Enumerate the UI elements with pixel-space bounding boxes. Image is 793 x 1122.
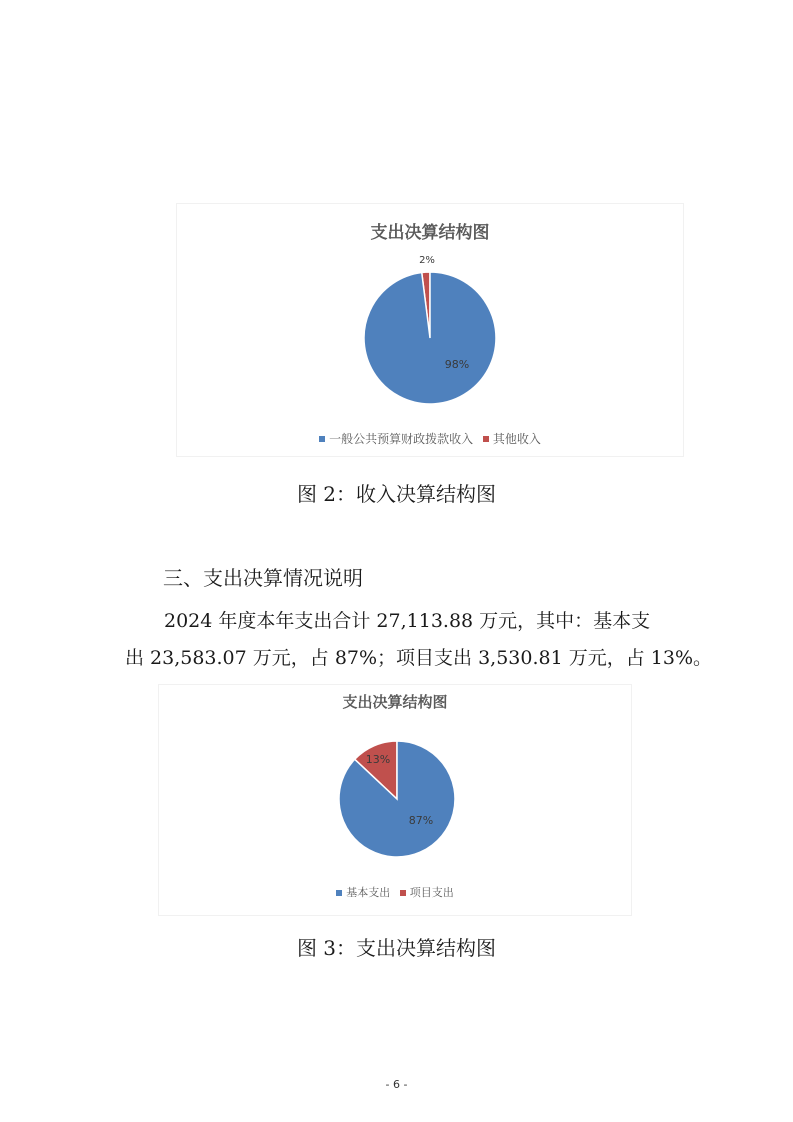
legend-label-other: 其他收入	[492, 432, 541, 446]
legend-label-basic: 基本支出	[346, 886, 391, 899]
legend-swatch-basic	[336, 890, 342, 896]
legend-label-project: 项目支出	[409, 886, 454, 899]
legend-swatch-fiscal	[319, 436, 325, 442]
income-pie-slice-0	[364, 272, 496, 404]
expenditure-chart-legend	[159, 884, 631, 900]
legend-item-other	[483, 432, 541, 446]
paragraph-line-1: 2024 年度本年支出合计 27,113.88 万元，其中：基本支	[164, 610, 651, 632]
expenditure-pie-data-label-0: 87%	[408, 814, 434, 827]
expenditure-chart-title: 支出决算结构图	[342, 693, 448, 711]
income-pie-data-label-1: 2%	[419, 255, 435, 266]
legend-label-fiscal: 一般公共预算财政拨款收入	[329, 432, 474, 446]
income-chart-title: 支出决算结构图	[370, 223, 490, 243]
income-chart-legend	[177, 430, 683, 447]
legend-item-basic	[336, 886, 394, 899]
section-heading: 三、支出决算情况说明	[163, 566, 363, 590]
page-number: - 6 -	[385, 1078, 408, 1091]
legend-item-fiscal	[319, 432, 477, 446]
figure-3-caption: 图 3：支出决算结构图	[296, 936, 497, 960]
expenditure-pie-data-label-1: 13%	[365, 753, 391, 766]
legend-item-project	[400, 886, 454, 899]
expenditure-chart	[158, 684, 632, 916]
legend-swatch-project	[400, 890, 406, 896]
income-chart	[176, 203, 684, 457]
paragraph-line-2: 出 23,583.07 万元，占 87%；项目支出 3,530.81 万元，占 13%。	[125, 647, 713, 669]
legend-swatch-other	[483, 436, 489, 442]
income-pie-data-label-0: 98%	[444, 358, 470, 371]
income-pie	[177, 244, 683, 444]
figure-2-caption: 图 2：收入决算结构图	[296, 482, 497, 506]
expenditure-pie	[159, 715, 631, 885]
